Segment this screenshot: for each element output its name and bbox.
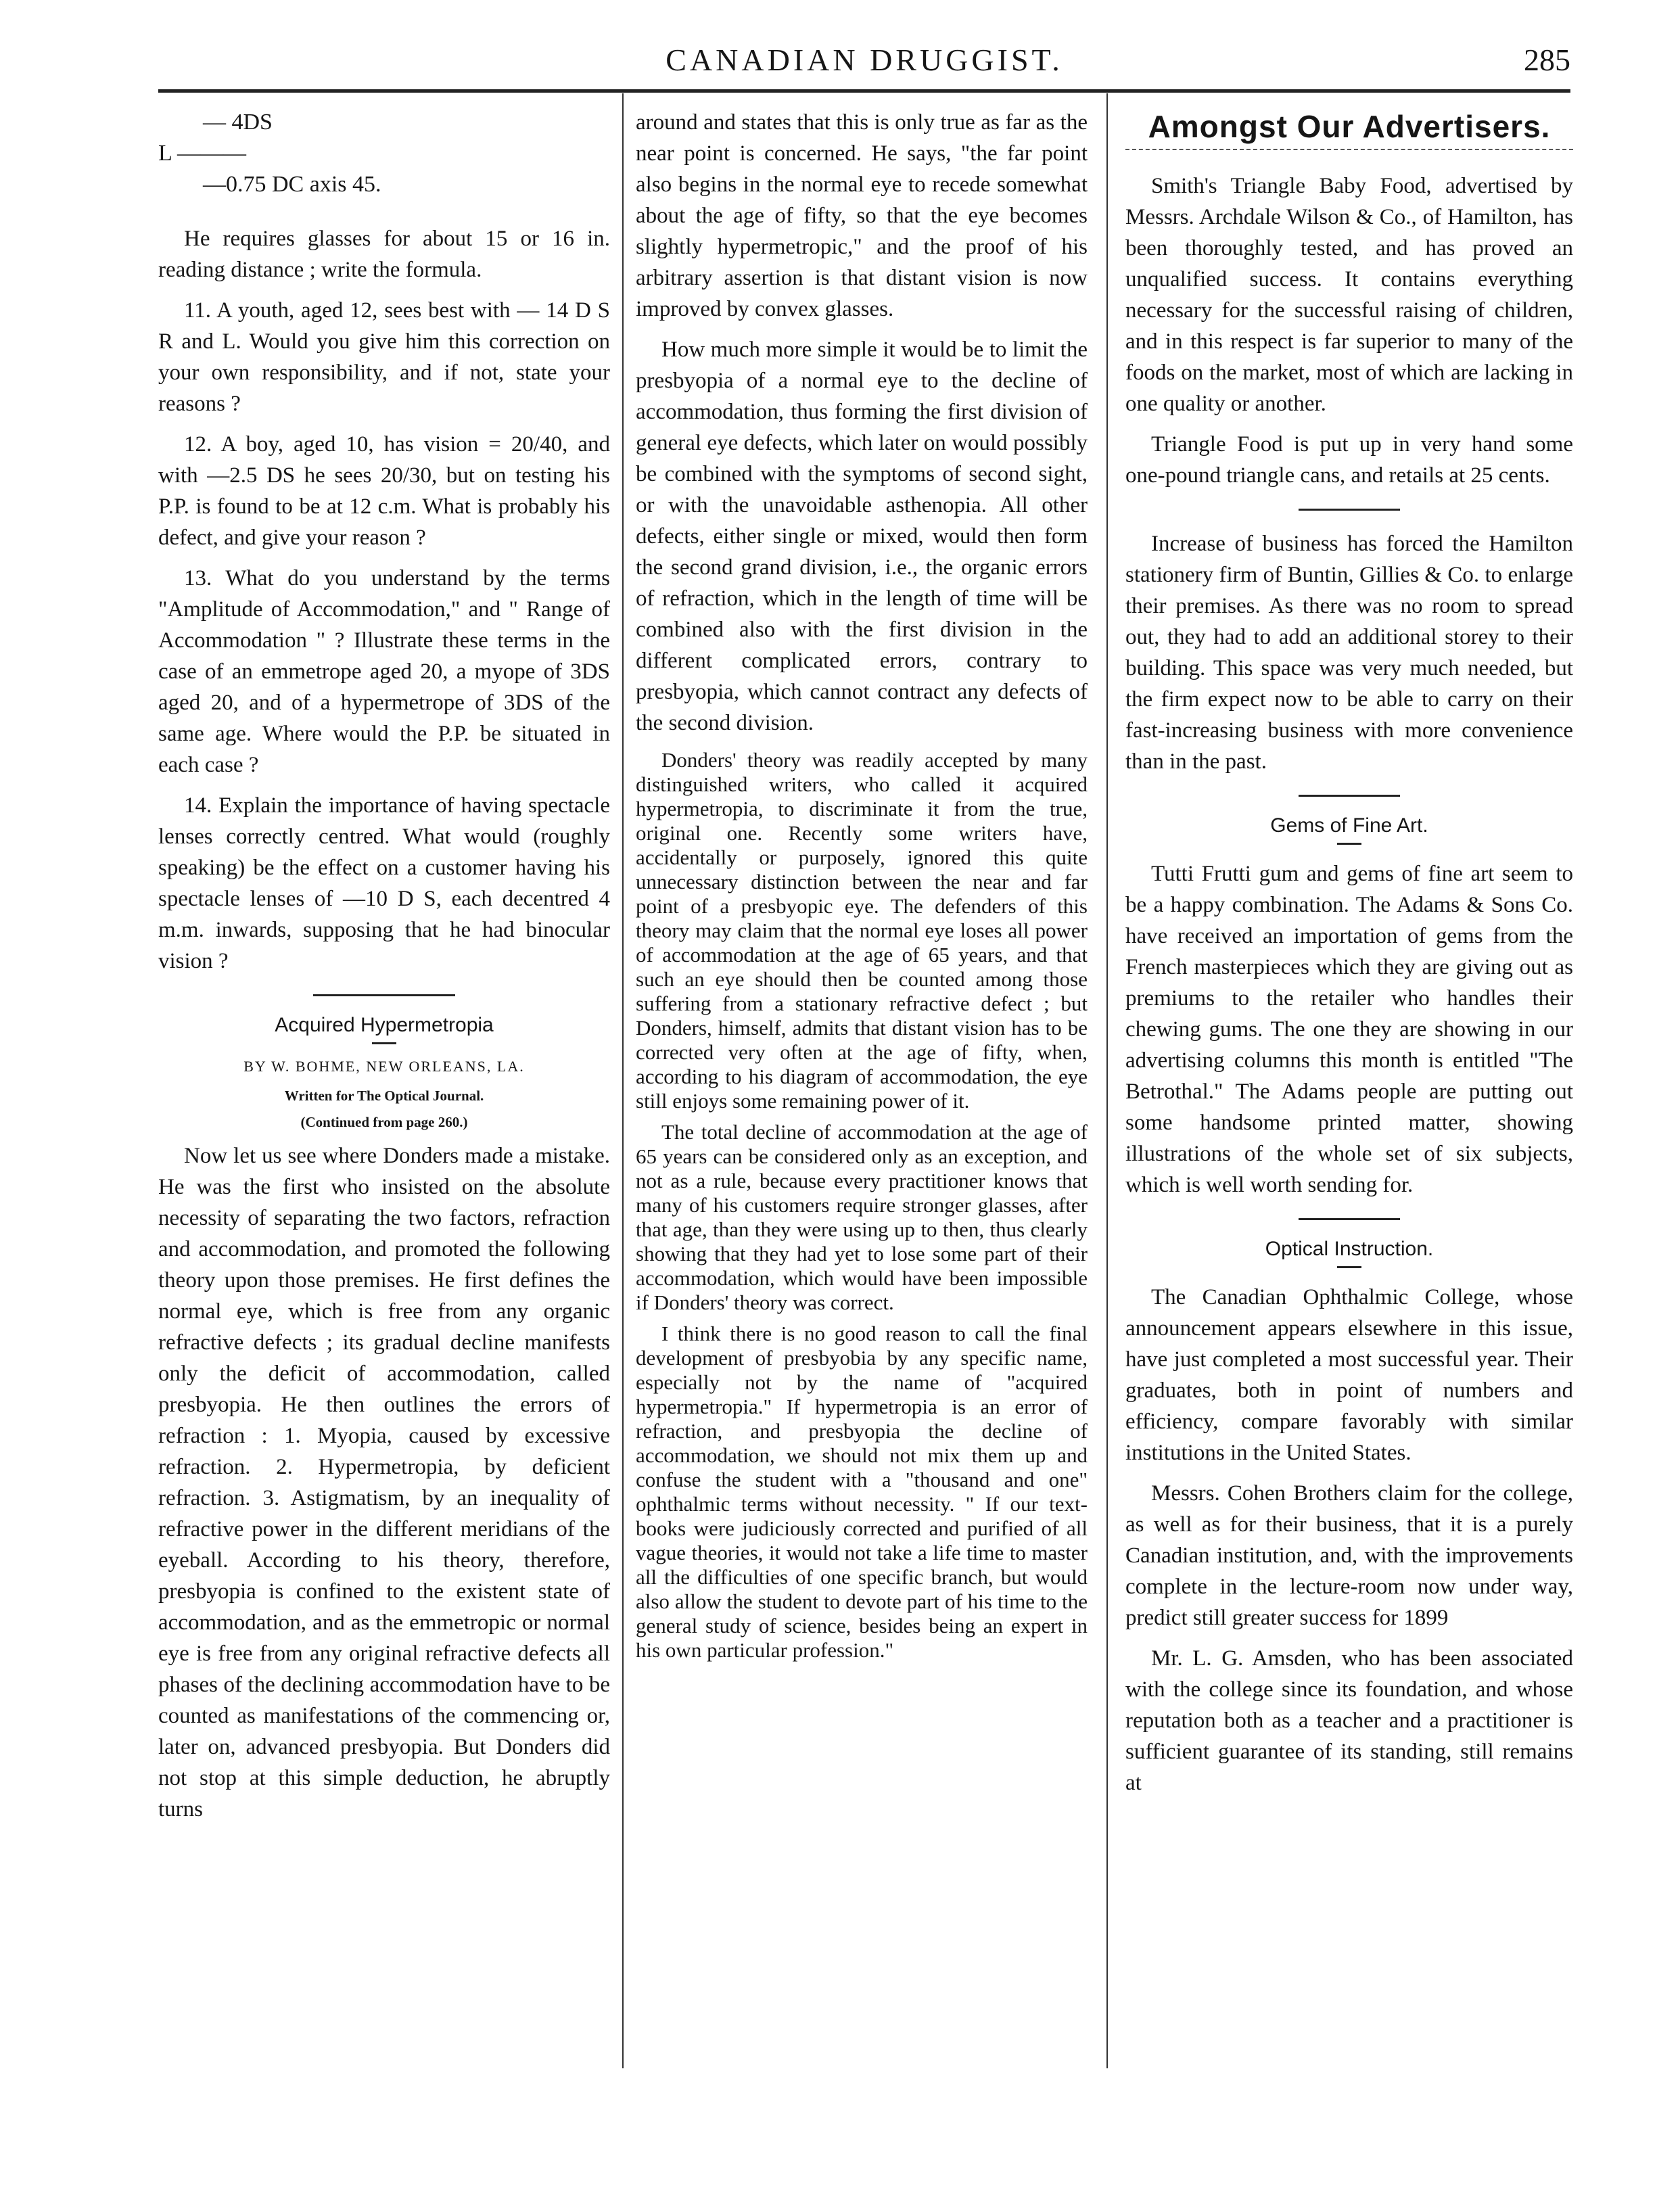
dense-text-block	[636, 748, 1088, 1662]
section-rule	[313, 994, 455, 996]
page-number: 285	[1524, 43, 1570, 77]
article-byline: BY W. BOHME, NEW ORLEANS, LA.	[243, 1058, 525, 1075]
page-header	[158, 42, 1570, 96]
advertiser-paragraph: Triangle Food is put up in very hand some one-pound triangle cans, and retails at 25 cents.	[1125, 432, 1573, 488]
title-dash	[1337, 843, 1361, 845]
optical-title: Optical Instruction.	[1265, 1238, 1434, 1260]
title-dash	[372, 1042, 396, 1044]
lens-formula	[158, 107, 610, 200]
section-rule	[1299, 1218, 1400, 1220]
article-paragraph: Now let us see where Donders made a mistake. He was the first who insisted on the absolute necessity of separating the two factors, refraction and accommodation, and promoted the following theory upon those premises. He first defines the normal eye, which is free from any organic refractive defects ; its gradual decline manifests only the deficit of accommodation, called presbyopia. He then outlines the errors of refraction : 1. Myopia, caused by excessive refraction. 2. Hypermetropia, by deficient refraction. 3. Astigmatism, by an inequality of refractive power in the different meridians of the eyeball. According to his theory, therefore, presbyopia is confined to the existent state of accommodation, and as the emmetropic or normal eye is free from any original refractive defects all phases of the declining accommodation have to be counted as manifestations of the commencing or, later on, advanced presbyopia. But Donders did not stop at this simple deduction, he abruptly turns	[158, 1144, 610, 1821]
section-rule	[1299, 795, 1400, 797]
article-paragraph: I think there is no good reason to call the final development of presbyobia by any specific name, especially not by the name of "acquired hypermetropia." If hypermetropia is an error of refraction, and presbyopia the decline of accommodation, we should not mix them up and confuse the student with a "thousand and one" ophthalmic terms without necessity. " If our text-books were judiciously corrected and purified of all vague theories, it would not take a life time to master all the difficulties of one specific branch, but would also allow the student to devote part of his time to the general study of science, besides being an expert in his own particular profession."	[636, 1322, 1088, 1662]
optical-paragraph: The Canadian Ophthalmic College, whose announcement appears elsewhere in this issue, have just completed a most successful year. Their graduates, both in point of numbers and efficiency, compare favorably with similar institutions in the United States.	[1125, 1285, 1573, 1465]
title-dash	[1337, 1266, 1361, 1268]
section-heading: Amongst Our Advertisers.	[1148, 109, 1551, 144]
optical-paragraph: Mr. L. G. Amsden, who has been associated with the college since its foundation, and whose reputation both as a teacher and a practitioner is sufficient guarantee of its standing, still remains at	[1125, 1646, 1573, 1795]
gems-title: Gems of Fine Art.	[1270, 814, 1428, 837]
column-3	[1125, 107, 1573, 1808]
written-for-note: Written for The Optical Journal.	[284, 1088, 484, 1104]
formula-line: —0.75 DC axis 45.	[203, 172, 381, 197]
formula-line: L ———	[158, 141, 247, 166]
article-paragraph: How much more simple it would be to limit the presbyopia of a normal eye to the decline of accommodation, thus forming the first division of general eye defects, which later on would possibly be combined with the symptoms of second sight, or with the unavoidable asthenopia. All other defects, either single or mixed, would then form the second grand division, i.e., the organic errors of refraction, which in the length of time will be combined also with the first division in the different complicated errors, contrary to presbyopia, which cannot contract any defects of the second division.	[636, 338, 1088, 735]
column-1	[158, 107, 610, 1834]
formula-line: — 4DS	[203, 110, 273, 135]
article-paragraph: around and states that this is only true as far as the near point is concerned. He says, "the far point also begins in the normal eye to recede somewhat about the age of fifty, so that the eye becomes slightly hypermetropic," and the proof of his arbitrary assertion is that distant vision is now improved by convex glasses.	[636, 110, 1088, 321]
exam-question: 14. Explain the importance of having spectacle lenses correctly centred. What would (roughly speaking) be the effect on a customer having his spectacle lenses of —10 D S, each decentred 4 m.m. inwards, supposing that he had binocular vision ?	[158, 793, 610, 973]
section-rule	[1299, 509, 1400, 511]
exam-question: 11. A youth, aged 12, sees best with — 14 D S R and L. Would you give him this correction on your own responsibility, and if not, state your reasons ?	[158, 298, 610, 416]
article-title: Acquired Hypermetropia	[275, 1014, 494, 1036]
heading-dashed-rule	[1125, 149, 1573, 150]
header-rule	[158, 89, 1570, 93]
publication-title: CANADIAN DRUGGIST.	[666, 43, 1063, 77]
optical-paragraph: Messrs. Cohen Brothers claim for the college, as well as for their business, that it is a purely Canadian institution, and, with the improvements complete in the lecture-room now under way, predict still greater success for 1899	[1125, 1481, 1573, 1630]
gems-paragraph: Tutti Frutti gum and gems of fine art seem to be a happy combination. The Adams & Sons Co. have received an importation of gems from the French masterpieces which they are giving out as premiums to the retailer who handles their chewing gums. The one they are showing in our advertising columns this month is entitled "The Betrothal." The Adams people are putting out some handsome printed matter, showing illustrations of the whole set of six subjects, which is well worth sending for.	[1125, 862, 1573, 1197]
article-paragraph: The total decline of accommodation at the age of 65 years can be considered only as an exception, and not as a rule, because every practitioner knows that many of his customers require stronger glasses, after that age, than they were using up to then, thus clearly showing that they had yet to lose some part of their accommodation, which would have been impossible if Donders' theory was correct.	[636, 1120, 1088, 1314]
exam-question: 12. A boy, aged 10, has vision = 20/40, and with —2.5 DS he sees 20/30, but on testing his P.P. is found to be at 12 c.m. What is probably his defect, and give your reason ?	[158, 432, 610, 550]
advertiser-paragraph: Increase of business has forced the Hamilton stationery firm of Buntin, Gillies & Co. to enlarge their premises. As there was no room to spread out, they had to add an additional storey to their building. This space was very much needed, but the firm expect now to be able to carry on their fast-increasing business with more convenience than in the past.	[1125, 532, 1573, 774]
exam-question: 13. What do you understand by the terms "Amplitude of Accommodation," and " Range of Accommodation " ? Illustrate these terms in the case of an emmetrope aged 20, a myope of 3DS aged 20, and of a hypermetrope of 3DS of the same age. Where would the P.P. be situated in each case ?	[158, 566, 610, 777]
continued-note: (Continued from page 260.)	[300, 1114, 468, 1130]
article-paragraph: Donders' theory was readily accepted by many distinguished writers, who called it acquired hypermetropia, to discriminate it from the true, original one. Recently some writers have, accidentally or purposely, ignored this quite unnecessary distinction between the near and far point of a presbyopic eye. The defenders of this theory may claim that the normal eye loses all power of accommodation at the age of 65 years, and that such an eye should then be counted among those suffering from a stationary refractive defect ; but Donders, himself, admits that distant vision has to be corrected very often at the age of fifty, when, according to his diagram of accommodation, the eye still enjoys some remaining power of it.	[636, 748, 1088, 1113]
advertiser-paragraph: Smith's Triangle Baby Food, advertised by Messrs. Archdale Wilson & Co., of Hamilton, has been thoroughly tested, and has proved an unqualified success. It contains everything necessary for the successful raising of children, and in this respect is far superior to many of the foods on the market, most of which are lacking in one quality or another.	[1125, 174, 1573, 416]
column-2	[636, 107, 1088, 1669]
exam-question: He requires glasses for about 15 or 16 in. reading distance ; write the formula.	[158, 227, 610, 282]
column-divider-1	[622, 93, 624, 2068]
column-divider-2	[1106, 93, 1108, 2068]
